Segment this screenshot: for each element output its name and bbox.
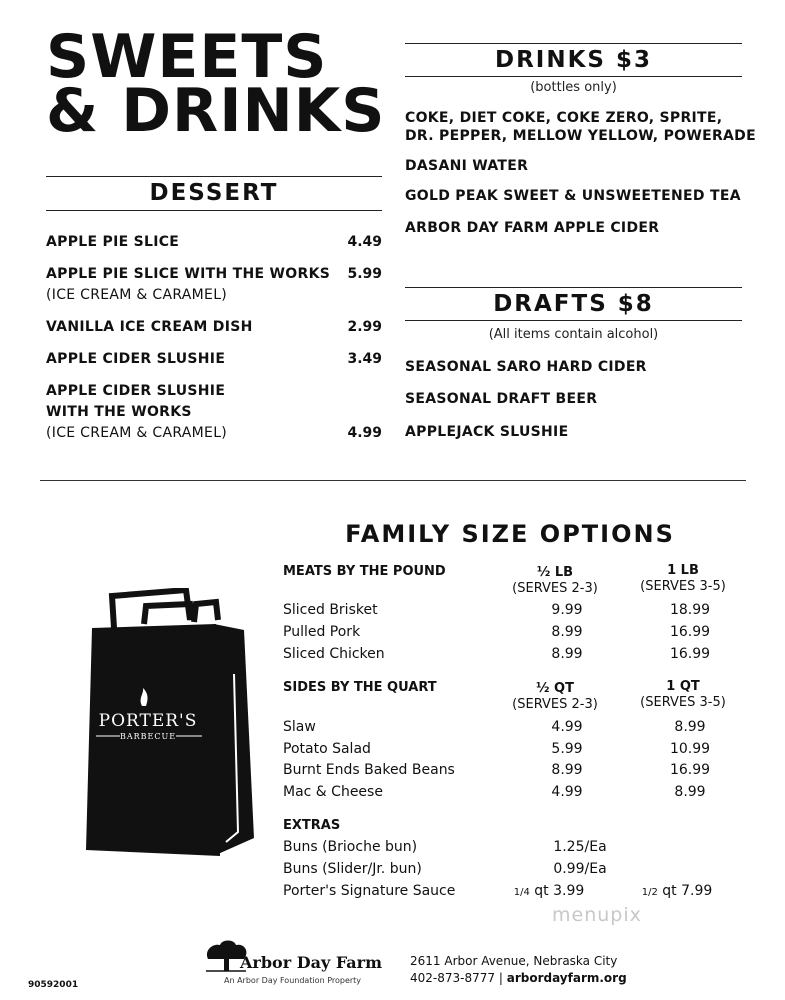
drink-item: GOLD PEAK SWEET & UNSWEETENED TEA — [405, 188, 741, 204]
meat-row-full: 16.99 — [669, 624, 711, 640]
meat-row-full: 16.99 — [669, 646, 711, 662]
drinks-rule-top — [405, 43, 742, 44]
meat-row-name: Sliced Chicken — [283, 646, 385, 662]
side-row-full: 8.99 — [674, 719, 706, 735]
sides-label: SIDES BY THE QUART — [283, 680, 437, 695]
draft-item: APPLEJACK SLUSHIE — [405, 424, 569, 440]
drink-item: ARBOR DAY FARM APPLE CIDER — [405, 220, 660, 236]
meats-label: MEATS BY THE POUND — [283, 564, 446, 579]
extras-label: EXTRAS — [283, 818, 341, 833]
drinks-heading: DRINKS $3 — [494, 47, 652, 73]
side-row-half: 4.99 — [551, 719, 583, 735]
sides-col2-header: 1 QT — [666, 679, 700, 694]
side-row-half: 8.99 — [551, 762, 583, 778]
extra-row-half — [622, 883, 732, 899]
page-title — [46, 22, 406, 146]
dessert-item-name-cont: WITH THE WORKS — [46, 404, 192, 420]
extra-row-name: Porter's Signature Sauce — [283, 883, 456, 899]
meat-row-name: Pulled Pork — [283, 624, 361, 640]
meats-col2-sub: (SERVES 3-5) — [640, 579, 726, 594]
drafts-heading: DRAFTS $8 — [493, 291, 654, 317]
bag-handle-front — [194, 602, 218, 622]
drafts-rule-top — [405, 287, 742, 288]
side-row-full: 10.99 — [669, 741, 711, 757]
sides-col2-sub: (SERVES 3-5) — [640, 695, 726, 710]
meats-col1-sub: (SERVES 2-3) — [512, 581, 598, 596]
side-row-half: 5.99 — [551, 741, 583, 757]
title-line-2: & DRINKS — [46, 76, 386, 146]
dessert-rule-top — [46, 176, 382, 177]
dessert-item-name: APPLE CIDER SLUSHIE — [46, 383, 226, 399]
meats-col1-header: ½ LB — [536, 565, 574, 580]
meats-col2-header: 1 LB — [667, 563, 699, 578]
quarter-price: qt 3.99 — [529, 883, 585, 899]
bag-side — [214, 624, 254, 854]
extra-row-name: Buns (Brioche bun) — [283, 839, 418, 855]
drafts-note: (All items contain alcohol) — [488, 327, 659, 342]
section-divider — [40, 480, 746, 481]
side-row-full: 8.99 — [674, 784, 706, 800]
dessert-heading: DESSERT — [149, 180, 279, 206]
bag-handle-back — [112, 590, 190, 628]
half-fraction: 1/2 — [641, 887, 658, 898]
footer-sep: | — [498, 971, 503, 985]
quarter-fraction: 1/4 — [513, 887, 530, 898]
extra-row-quarter — [494, 883, 604, 899]
dessert-rule-bottom — [46, 210, 382, 211]
shopping-bag-icon — [86, 588, 256, 860]
sides-col1-header: ½ QT — [536, 681, 574, 696]
dessert-item-price: 3.49 — [347, 351, 382, 367]
footer-site: arbordayfarm.org — [506, 971, 627, 985]
drink-item: COKE, DIET COKE, COKE ZERO, SPRITE, — [405, 110, 723, 126]
side-row-name: Mac & Cheese — [283, 784, 383, 800]
drinks-rule-bottom — [405, 76, 742, 77]
extra-row-name: Buns (Slider/Jr. bun) — [283, 861, 422, 877]
dessert-item-name: APPLE PIE SLICE WITH THE WORKS — [46, 266, 331, 282]
dessert-item-note: (ICE CREAM & CARAMEL) — [46, 425, 228, 441]
meat-row-half: 8.99 — [551, 624, 583, 640]
bag-sub: BARBECUE — [119, 732, 177, 741]
meat-row-full: 18.99 — [669, 602, 711, 618]
footer-phone: 402-873-8777 — [410, 971, 496, 985]
dessert-item-name: APPLE CIDER SLUSHIE — [46, 351, 226, 367]
dessert-item-price: 5.99 — [347, 266, 382, 282]
family-heading: FAMILY SIZE OPTIONS — [345, 520, 675, 548]
dessert-item-price: 4.49 — [347, 234, 382, 250]
draft-item: SEASONAL SARO HARD CIDER — [405, 359, 647, 375]
footer-code: 90592001 — [28, 980, 79, 990]
sides-col1-sub: (SERVES 2-3) — [512, 697, 598, 712]
meat-row-half: 8.99 — [551, 646, 583, 662]
drink-item: DASANI WATER — [405, 158, 529, 174]
footer-logo-text: Arbor Day Farm — [240, 953, 383, 972]
footer-logo-sub: An Arbor Day Foundation Property — [224, 976, 362, 985]
drink-item: DR. PEPPER, MELLOW YELLOW, POWERADE — [405, 128, 756, 144]
dessert-item-note: (ICE CREAM & CARAMEL) — [46, 287, 228, 303]
dessert-item-price: 2.99 — [347, 319, 382, 335]
meat-row-half: 9.99 — [551, 602, 583, 618]
footer-contact — [410, 971, 627, 985]
drafts-rule-bottom — [405, 320, 742, 321]
draft-item: SEASONAL DRAFT BEER — [405, 391, 598, 407]
dessert-item-name: APPLE PIE SLICE — [46, 234, 180, 250]
extra-row-price: 1.25/Ea — [553, 839, 607, 855]
bag-handle-mid — [144, 604, 192, 624]
footer-address: 2611 Arbor Avenue, Nebraska City — [410, 954, 618, 968]
watermark: menupix — [552, 904, 642, 926]
dessert-item-price: 4.99 — [347, 425, 382, 441]
title-line-1: SWEETS — [46, 22, 328, 92]
side-row-name: Potato Salad — [283, 741, 371, 757]
bag-brand: PORTER'S — [98, 711, 198, 731]
half-price: qt 7.99 — [657, 883, 713, 899]
side-row-half: 4.99 — [551, 784, 583, 800]
meat-row-name: Sliced Brisket — [283, 602, 378, 618]
dessert-item-name: VANILLA ICE CREAM DISH — [46, 319, 253, 335]
drinks-note: (bottles only) — [530, 80, 617, 95]
side-row-full: 16.99 — [669, 762, 711, 778]
side-row-name: Slaw — [283, 719, 316, 735]
extra-row-price: 0.99/Ea — [553, 861, 607, 877]
side-row-name: Burnt Ends Baked Beans — [283, 762, 455, 778]
